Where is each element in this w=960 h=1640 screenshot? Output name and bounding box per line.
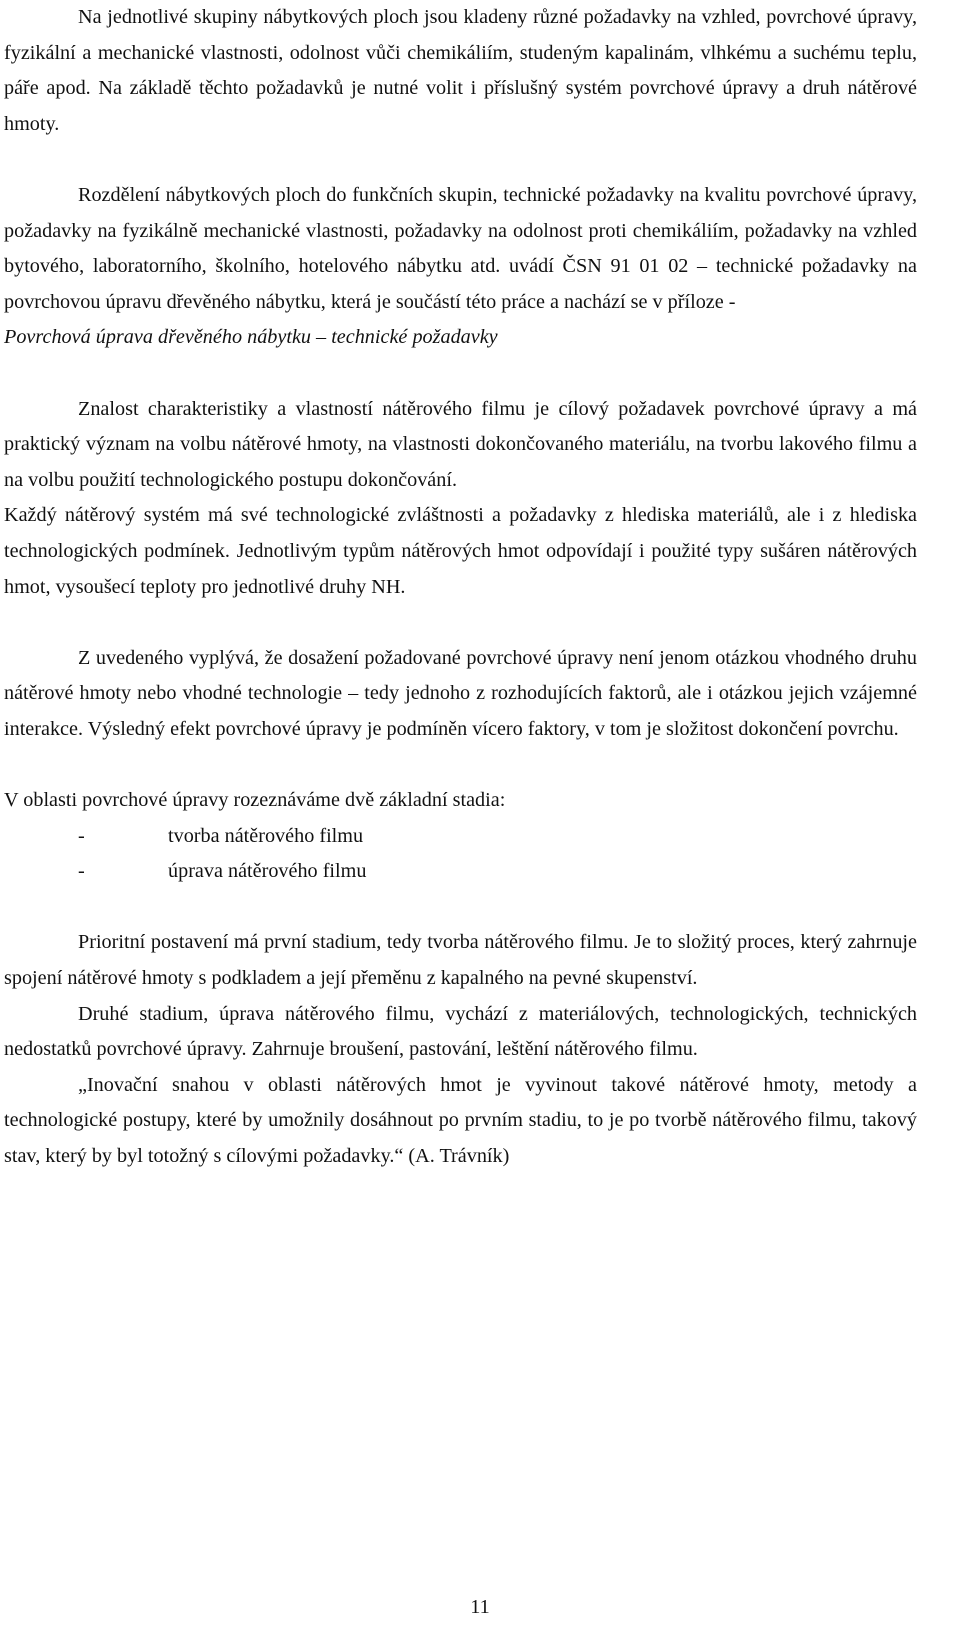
list-item [4, 819, 917, 855]
list-dash: - [78, 860, 85, 883]
paragraph-second-stage: Druhé stadium, úprava nátěrového filmu, vychází z materiálových, technologických, technických nedostatků povrchové úpravy. Zahrnuje broušení, pastování, leštění nátěrového filmu. [4, 1002, 917, 1061]
paragraph-spacer [4, 605, 917, 641]
paragraph-requirements: Na jednotlivé skupiny nábytkových ploch jsou kladeny různé požadavky na vzhled, povrchové úpravy, fyzikální a mechanické vlastnosti, odolnost vůči chemikáliím, studeným kapalinám, vlhkému a suchému teplu, páře apod. Na základě těchto požadavků je nutné volit i příslušný systém povrchové úpravy a druh nátěrové hmoty. [4, 6, 917, 135]
list-dash: - [78, 824, 85, 847]
paragraph-standard [4, 178, 917, 356]
paragraph-spacer [4, 142, 917, 178]
paragraph-first-stage: Prioritní postavení má první stadium, tedy tvorba nátěrového filmu. Je to složitý proces, který zahrnuje spojení nátěrové hmoty s podkladem a její přeměnu z kapalného na pevné skupenství. [4, 931, 917, 990]
paragraph-quote: „Inovační snahou v oblasti nátěrových hmot je vyvinout takové nátěrové hmoty, metody a technologické postupy, které by umožnily dosáhnout po prvním stadiu, to je po tvorbě nátěrového filmu, takový stav, který by byl totožný s cílovými požadavky.“ (A. Trávník) [4, 1073, 917, 1167]
paragraph-spacer [4, 356, 917, 392]
paragraph-coating-system: Každý nátěrový systém má své technologické zvláštnosti a požadavky z hlediska materiálů, ale i z hlediska technologických podmínek. Jednotlivým typům nátěrových hmot odpovídají i použité typy sušáren nátěrových hmot, vysoušecí teploty pro jednotlivé druhy NH. [4, 504, 917, 598]
page-number: 11 [470, 1596, 490, 1618]
list-item-text: tvorba nátěrového filmu [168, 824, 364, 847]
document-page [4, 0, 917, 1175]
paragraph-conclusion: Z uvedeného vyplývá, že dosažení požadované povrchové úpravy není jenom otázkou vhodného druhu nátěrové hmoty nebo vhodné technologie – tedy jednoho z rozhodujících faktorů, ale i otázkou jejich vzájemné interakce. Výsledný efekt povrchové úpravy je podmíněn vícero faktory, v tom je složitost dokončení povrchu. [4, 646, 917, 740]
paragraph-standard-text: Rozdělení nábytkových ploch do funkčních skupin, technické požadavky na kvalitu povrchové úpravy, požadavky na fyzikálně mechanické vlastnosti, požadavky na odolnost proti chemikáliím, požadavky na vzhled bytového, laboratorního, školního, hotelového nábytku atd. uvádí ČSN 91 01 02 – technické požadavky na povrchovou úpravu dřevěného nábytku, která je součástí této práce a nachází se v příloze - [4, 183, 917, 313]
appendix-title: Povrchová úprava dřevěného nábytku – technické požadavky [4, 326, 498, 349]
paragraph-stages-intro: V oblasti povrchové úpravy rozeznáváme dvě základní stadia: [4, 789, 506, 812]
paragraph-film-characteristics: Znalost charakteristiky a vlastností nátěrového filmu je cílový požadavek povrchové úpravy a má praktický význam na volbu nátěrové hmoty, na vlastnosti dokončovaného materiálu, na tvorbu lakového filmu a na volbu použití technologického postupu dokončování. [4, 397, 917, 491]
paragraph-spacer [4, 890, 917, 926]
paragraph-spacer [4, 747, 917, 783]
list-item [4, 854, 917, 890]
stages-list [4, 819, 917, 890]
list-item-text: úprava nátěrového filmu [168, 860, 367, 883]
